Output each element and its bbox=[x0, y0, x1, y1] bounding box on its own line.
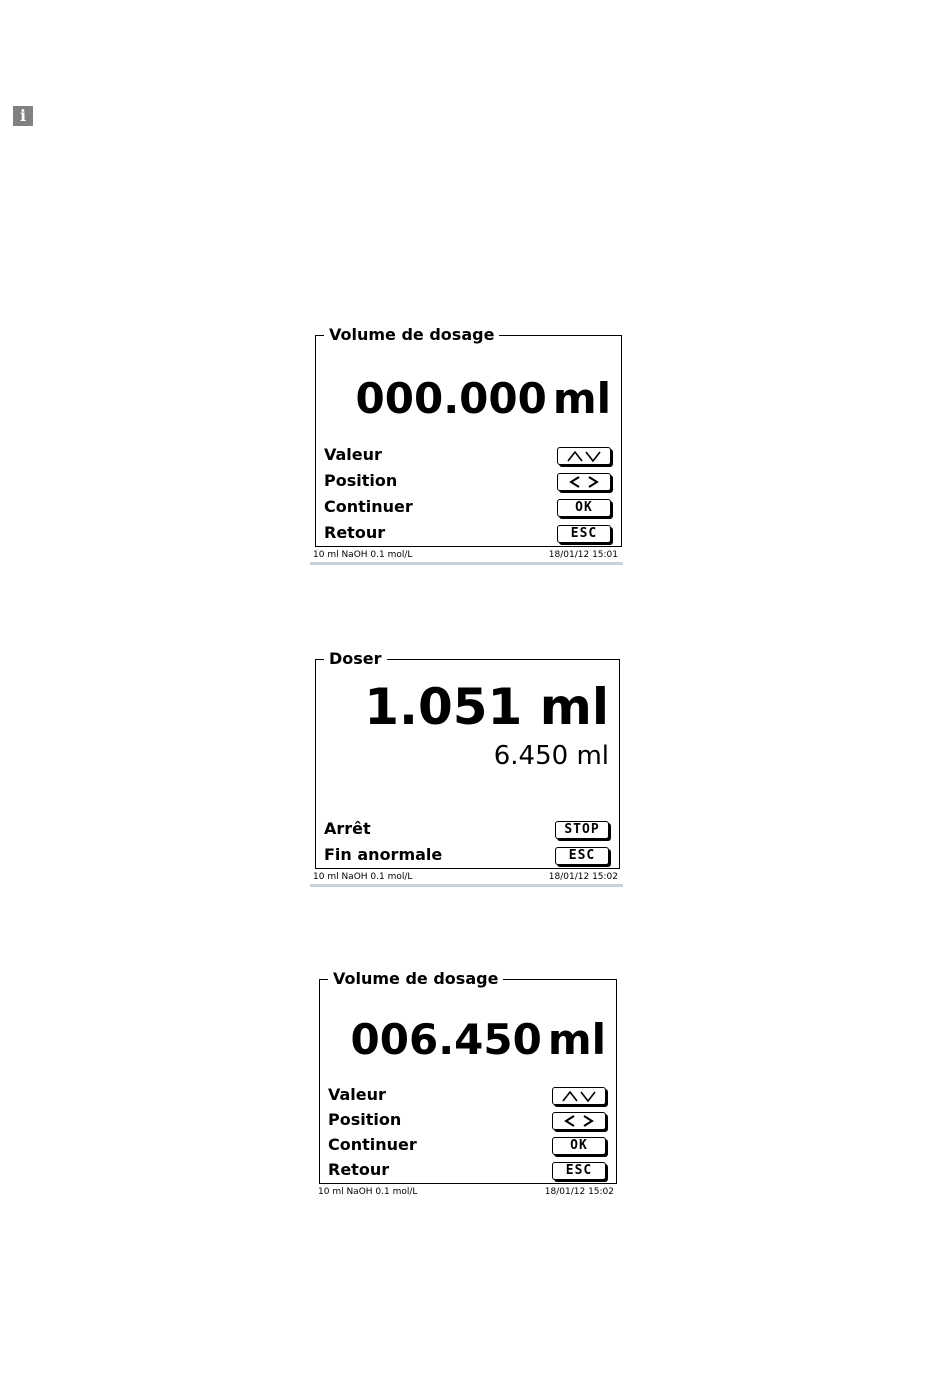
panel-frame bbox=[315, 325, 622, 547]
volume-number: 006.450 bbox=[350, 1015, 542, 1064]
volume-unit: ml bbox=[547, 1015, 606, 1064]
updown-key-button[interactable] bbox=[557, 447, 611, 465]
status-underline bbox=[310, 562, 623, 565]
leftright-arrows-icon bbox=[565, 476, 603, 488]
updown-arrows-icon bbox=[560, 1090, 598, 1102]
row-label-back: Retour bbox=[324, 523, 386, 542]
screen-title: Volume de dosage bbox=[328, 969, 503, 989]
updown-key-button[interactable] bbox=[552, 1087, 606, 1105]
volume-unit: ml bbox=[552, 374, 611, 423]
status-underline bbox=[310, 884, 623, 887]
esc-key-button[interactable]: ESC bbox=[557, 525, 611, 543]
panel-frame bbox=[319, 969, 617, 1184]
datetime-label: 18/01/12 15:01 bbox=[548, 550, 618, 560]
stop-key-button[interactable]: STOP bbox=[555, 821, 609, 839]
dosing-screen bbox=[310, 649, 623, 889]
updown-arrows-icon bbox=[565, 450, 603, 462]
reagent-label: 10 ml NaOH 0.1 mol/L bbox=[313, 872, 413, 882]
leftright-arrows-icon bbox=[560, 1115, 598, 1127]
volume-value bbox=[355, 374, 611, 423]
row-label-position: Position bbox=[324, 471, 398, 490]
row-label-back: Retour bbox=[328, 1160, 390, 1179]
row-label-continue: Continuer bbox=[324, 497, 413, 516]
ok-key-button[interactable]: OK bbox=[557, 499, 611, 517]
datetime-label: 18/01/12 15:02 bbox=[548, 872, 618, 882]
datetime-label: 18/01/12 15:02 bbox=[544, 1187, 614, 1197]
row-label-continue: Continuer bbox=[328, 1135, 417, 1154]
dosage-volume-screen-1 bbox=[310, 325, 623, 567]
volume-value bbox=[350, 1015, 606, 1064]
leftright-key-button[interactable] bbox=[557, 473, 611, 491]
ok-key-button[interactable]: OK bbox=[552, 1137, 606, 1155]
panel-frame bbox=[315, 649, 620, 869]
row-label-position: Position bbox=[328, 1110, 402, 1129]
remaining-volume-value: 6.450 ml bbox=[493, 741, 609, 771]
info-icon: i bbox=[13, 106, 33, 126]
esc-key-button[interactable]: ESC bbox=[552, 1162, 606, 1180]
row-label-abort: Fin anormale bbox=[324, 845, 443, 864]
reagent-label: 10 ml NaOH 0.1 mol/L bbox=[318, 1187, 418, 1197]
row-label-value: Valeur bbox=[324, 445, 382, 464]
row-label-stop: Arrêt bbox=[324, 819, 371, 838]
leftright-key-button[interactable] bbox=[552, 1112, 606, 1130]
screen-title: Doser bbox=[324, 649, 387, 669]
row-label-value: Valeur bbox=[328, 1085, 386, 1104]
screen-title: Volume de dosage bbox=[324, 325, 499, 345]
reagent-label: 10 ml NaOH 0.1 mol/L bbox=[313, 550, 413, 560]
esc-key-button[interactable]: ESC bbox=[555, 847, 609, 865]
volume-number: 000.000 bbox=[355, 374, 547, 423]
dosed-volume-value: 1.051 ml bbox=[364, 678, 609, 736]
dosage-volume-screen-2 bbox=[315, 969, 619, 1203]
